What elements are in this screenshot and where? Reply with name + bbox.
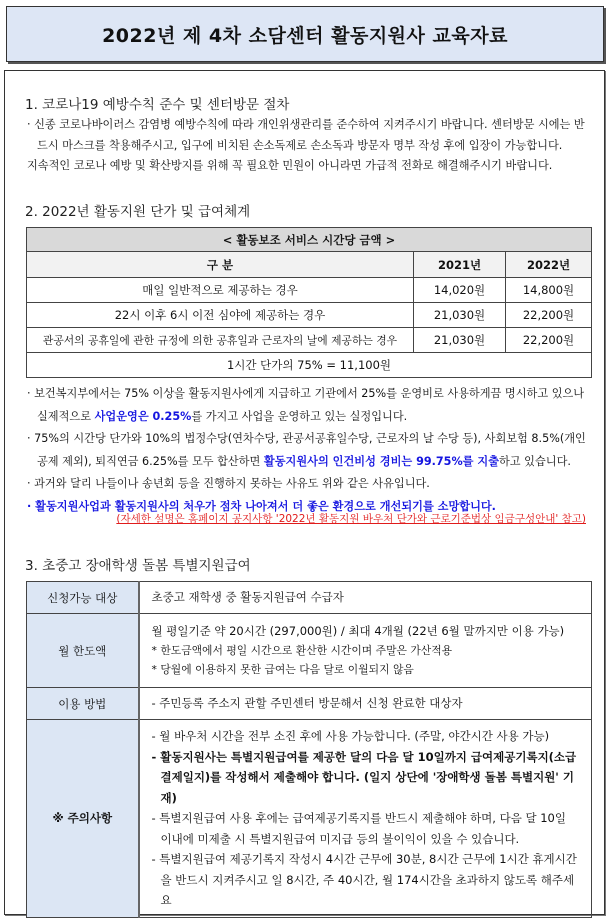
text: 를 가지고 사업을 운영하고 있는 실정입니다. [191, 409, 408, 423]
section1-body [23, 115, 595, 177]
special-support-table [26, 581, 592, 918]
cell: 관공서의 공휴일에 관한 규정에 의한 공휴일과 근로자의 날에 제공하는 경우 [27, 328, 414, 353]
rate-table-footer: 1시간 단가의 75% = 11,100원 [27, 353, 592, 378]
table-row [27, 582, 592, 614]
col-header: 2022년 [506, 252, 592, 278]
cell: 21,030원 [414, 328, 506, 353]
col-header: 2021년 [414, 252, 506, 278]
table-row [27, 328, 592, 353]
cell: 21,030원 [414, 303, 506, 328]
cell: 14,020원 [414, 278, 506, 303]
row-value [139, 720, 592, 918]
col-header: 구 분 [27, 252, 414, 278]
line: - 활동지원사는 특별지원급여를 제공한 달의 다음 달 10일까지 급여제공기록지(소급결제일지)를 작성해서 제출해야 합니다. (일지 상단에 '장애학생 돌봄 특별지원' 기재) [151, 749, 577, 805]
line: - 월 바우처 시간을 전부 소진 후에 사용 가능합니다. (주말, 야간시간 사용 가능) [151, 729, 550, 743]
section3-heading: 3. 초중고 장애학생 돌봄 특별지원급여 [25, 558, 251, 574]
rate-table [26, 227, 592, 378]
bullet: · 과거와 달리 나들이나 송년회 등을 진행하지 못하는 사유도 위와 같은 사유입니다. [27, 477, 430, 490]
line: * 당월에 이용하지 못한 급여는 다음 달로 이월되지 않음 [151, 663, 414, 676]
bullet [23, 428, 595, 473]
cell: 22,200원 [506, 328, 592, 353]
table-row [27, 303, 592, 328]
cell: 매일 일반적으로 제공하는 경우 [27, 278, 414, 303]
emphasis: 사업운영은 0.25% [94, 409, 192, 423]
table-row [27, 688, 592, 720]
cell: 22,200원 [506, 303, 592, 328]
row-value [139, 582, 592, 614]
table-row [27, 720, 592, 918]
bullet: · 활동지원사업과 활동지원사의 처우가 점차 나아져서 더 좋은 환경으로 개선되기를 소망합니다. [27, 499, 496, 513]
section2-heading: 2. 2022년 활동지원 단가 및 급여체계 [25, 204, 251, 220]
line: - 주민등록 주소지 관할 주민센터 방문해서 신청 완료한 대상자 [151, 696, 463, 710]
line: * 한도금액에서 평일 시간으로 환산한 시간이며 주말은 가산적용 [151, 644, 453, 657]
cell: 14,800원 [506, 278, 592, 303]
line: - 특별지원급여 제공기록지 작성시 4시간 근무에 30분, 8시간 근무에 1시간 휴게시간을 반드시 지켜주시고 일 8시간, 주 40시간, 월 174시간을 초과하지 않도록 해주세요 [151, 852, 577, 907]
row-value [139, 614, 592, 688]
section2-bullets [23, 383, 595, 518]
line: 초중고 재학생 중 활동지원급여 수급자 [151, 590, 344, 604]
title-box [6, 6, 604, 62]
row-label: 월 한도액 [27, 614, 139, 688]
text: 하고 있습니다. [499, 454, 571, 468]
text: · 보건복지부에서는 75% 이상을 활동지원사에게 지급하고 기관에서 25%를 운영비로 사용하게끔 명시하고 있으나 실제적으로 [27, 387, 585, 423]
section1-line: · 신종 코로나바이러스 감염병 예방수칙에 따라 개인위생관리를 준수하여 지켜주시기 바랍니다. 센터방문 시에는 반드시 마스크를 착용해주시고, 입구에 비치된 손소독제로 손소독과 방문자 명부 작성 후에 입장이 가능합니다. [27, 118, 585, 152]
page-title: 2022년 제 4차 소담센터 활동지원사 교육자료 [102, 24, 508, 47]
table-row [27, 278, 592, 303]
bullet [23, 383, 595, 428]
row-value [139, 688, 592, 720]
cell: 22시 이후 6시 이전 심야에 제공하는 경우 [27, 303, 414, 328]
row-label: 이용 방법 [27, 688, 139, 720]
table-row [27, 614, 592, 688]
text: · 75%의 시간당 단가와 10%의 법정수당(연차수당, 관공서공휴일수당, 근로자의 날 수당 등), 사회보험 8.5%(개인공제 제외), 퇴직연금 6.25%를 모두 합산하면 [27, 432, 586, 468]
content-box [4, 70, 605, 915]
line: 월 평일기준 약 20시간 (297,000원) / 최대 4개월 (22년 6월 말까지만 이용 가능) [151, 624, 565, 638]
line: - 특별지원급여 사용 후에는 급여제공기록지를 반드시 제출해야 하며, 다음 달 10일 이내에 미제출 시 특별지원급여 미지급 등의 불이익이 있을 수 있습니다. [151, 811, 566, 846]
section1-line: 지속적인 코로나 예방 및 확산방지를 위해 꼭 필요한 민원이 아니라면 가급적 전화로 해결해주시기 바랍니다. [27, 159, 553, 172]
row-label: ※ 주의사항 [27, 720, 139, 918]
row-label: 신청가능 대상 [27, 582, 139, 614]
section1-heading: 1. 코로나19 예방수칙 준수 및 센터방문 절차 [25, 97, 290, 113]
emphasis: 활동지원사의 인건비성 경비는 99.75%를 지출 [263, 454, 499, 468]
rate-table-caption: < 활동보조 서비스 시간당 금액 > [27, 228, 592, 252]
reference-note: (자세한 설명은 홈페이지 공지사항 '2022년 활동지원 바우처 단가와 근로기준법상 임금구성안내' 참고) [116, 513, 586, 525]
